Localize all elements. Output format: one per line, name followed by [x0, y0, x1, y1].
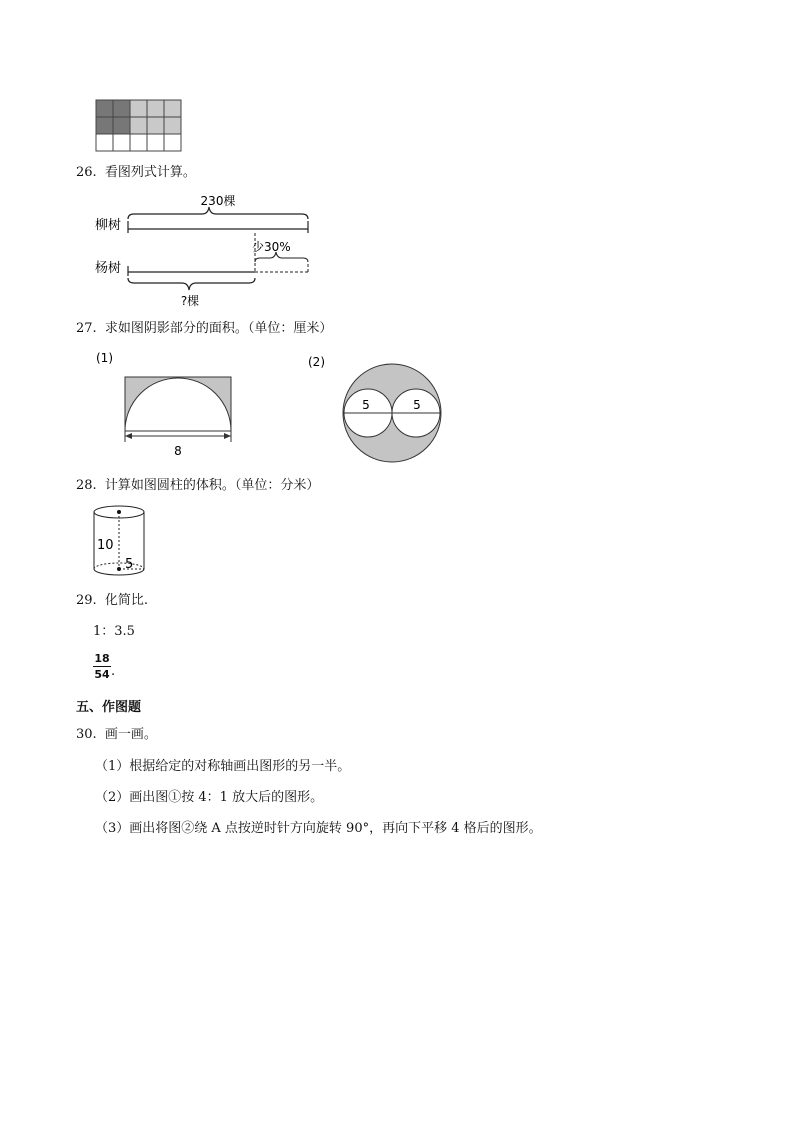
question-30-part-1: （1）根据给定的对称轴画出图形的另一半。 — [95, 759, 351, 774]
shaded-semicircle-figure — [92, 346, 242, 461]
question-text: 化简比. — [104, 593, 148, 608]
figure-tag-2: (2) — [308, 355, 325, 369]
ratio-item-2-fraction — [93, 652, 111, 681]
question-30-part-2: （2）画出图①按 4：1 放大后的图形。 — [95, 790, 324, 805]
total-label: 230棵 — [200, 194, 236, 208]
question-text: 求如图阴影部分的面积。（单位：厘米） — [104, 321, 333, 336]
row1-label: 柳树 — [95, 218, 122, 233]
cylinder-figure — [90, 500, 155, 585]
question-number: 27. — [76, 321, 97, 336]
right-radius-label: 5 — [413, 398, 421, 412]
width-label: 8 — [174, 444, 182, 458]
row2-label: 杨树 — [95, 261, 122, 276]
question-text: 计算如图圆柱的体积。（单位：分米） — [104, 478, 320, 493]
fraction-numerator: 18 — [94, 652, 110, 665]
question-30-part-3: （3）画出将图②绕 A 点按逆时针方向旋转 90°，再向下平移 4 格后的图形。 — [95, 821, 542, 836]
fraction-denominator: 54 — [94, 668, 110, 681]
shaded-circle-figure — [305, 352, 465, 467]
question-number: 26. — [76, 165, 97, 180]
ratio-item-2-suffix: . — [111, 664, 116, 679]
question-number: 29. — [76, 593, 97, 608]
left-radius-label: 5 — [362, 398, 370, 412]
question-text: 画一画。 — [104, 727, 157, 742]
ratio-item-1: 1：3.5 — [93, 624, 135, 639]
height-label: 10 — [97, 538, 114, 553]
shaded-grid-figure — [94, 98, 186, 154]
tree-bar-diagram — [90, 188, 330, 313]
figure-tag-1: (1) — [96, 351, 113, 365]
question-number: 28. — [76, 478, 97, 493]
question-28 — [76, 478, 319, 494]
question-27 — [76, 321, 332, 337]
radius-label: 5 — [125, 557, 134, 572]
diff-label: 少30% — [252, 240, 291, 254]
question-29 — [76, 593, 148, 609]
fraction-bar — [93, 666, 111, 667]
question-26 — [76, 165, 196, 181]
question-text: 看图列式计算。 — [104, 165, 196, 180]
section-title: 五、作图题 — [76, 700, 142, 715]
unknown-label: ?棵 — [180, 294, 200, 308]
question-30 — [76, 727, 157, 743]
question-number: 30. — [76, 727, 97, 742]
